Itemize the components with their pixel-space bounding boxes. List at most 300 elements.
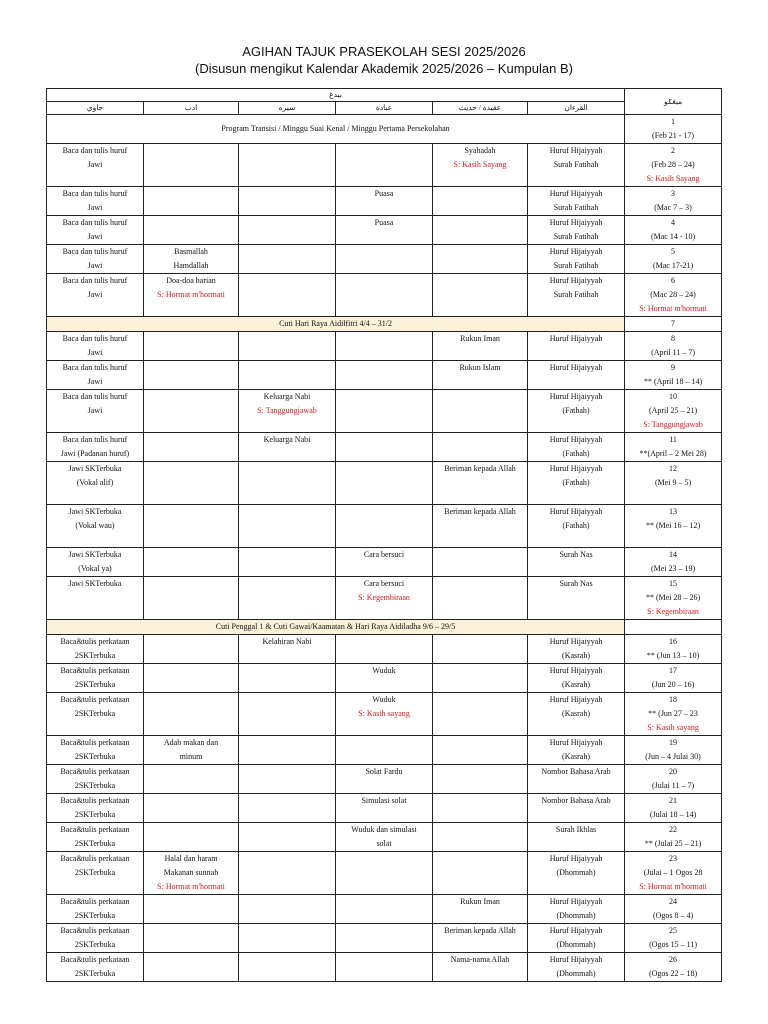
cell-adab [144, 823, 239, 852]
table-row [47, 823, 722, 852]
cell-sirah [239, 245, 336, 274]
cell-line: Huruf Hijaiyyah [549, 695, 603, 704]
cell-quran [528, 823, 625, 852]
cell-line: minum [179, 752, 203, 761]
cell-line: (Mei 23 – 19) [650, 564, 696, 573]
span-row [47, 620, 722, 635]
cell-jawi [47, 924, 144, 953]
cell-line: Halal dan haram [164, 854, 218, 863]
cell-line: ** (April 18 – 14) [643, 377, 703, 386]
cell-sirah [239, 852, 336, 895]
cell-adab [144, 390, 239, 433]
cell-line: (Feb 21 - 17) [652, 131, 695, 140]
cell-line: (Vokal ya) [78, 564, 112, 573]
cell-adab [144, 505, 239, 548]
cell-sirah [239, 361, 336, 390]
cell-line: (Mac 28 – 24) [650, 290, 696, 299]
cell-line: Baca&tulis perkataan [60, 825, 130, 834]
column-header: القرءان [528, 102, 625, 115]
cell-line: Baca dan tulis huruf [62, 189, 128, 198]
cell-sirah [239, 577, 336, 620]
cell-line: (Kasrah) [562, 680, 591, 689]
cell-adab [144, 765, 239, 794]
cell-line: Baca&tulis perkataan [60, 695, 130, 704]
cell-line: (Fathah) [562, 478, 590, 487]
table-row [47, 924, 722, 953]
cell-week [625, 953, 722, 982]
cell-ibadah [336, 953, 433, 982]
cell-sirah [239, 187, 336, 216]
cell-sirah [239, 693, 336, 736]
cell-quran [528, 462, 625, 505]
cell-line: 23 [669, 854, 678, 863]
cell-line: S: Hormat m'hormati [639, 882, 707, 891]
cell-akidah [433, 216, 528, 245]
cell-line: 2SKTerbuka [74, 810, 116, 819]
cell-akidah [433, 953, 528, 982]
cell-line: Solat Fardu [365, 767, 403, 776]
cell-line: S: Kasih sayang [358, 709, 410, 718]
cell-line: Huruf Hijaiyyah [549, 464, 603, 473]
table-row [47, 274, 722, 317]
column-header: جاوي [47, 102, 144, 115]
cell-quran [528, 433, 625, 462]
cell-line: Huruf Hijaiyyah [549, 507, 603, 516]
cell-line: Jawi SKTerbuka [68, 464, 122, 473]
cell-week [625, 693, 722, 736]
cell-line: (Ogos 22 – 18) [648, 969, 698, 978]
cell-line: Kelahiran Nabi [262, 637, 312, 646]
program-banner: Program Transisi / Minggu Suai Kenal / Minggu Pertama Persekolahan [47, 115, 625, 144]
cell-line: Huruf Hijaiyyah [549, 334, 603, 343]
cell-line: Hamdallah [173, 261, 209, 270]
cell-line: Jawi [87, 261, 103, 270]
cell-quran [528, 144, 625, 187]
cell-jawi [47, 823, 144, 852]
cell-week [625, 144, 722, 187]
cell-line: Surah Nas [559, 550, 593, 559]
cell-line: Jawi [87, 160, 103, 169]
cell-line: 11 [669, 435, 677, 444]
cell-week [625, 390, 722, 433]
cell-week [625, 433, 722, 462]
cell-line: Surah Fatihah [553, 203, 599, 212]
cell-line: 3 [671, 189, 676, 198]
cell-line: Huruf Hijaiyyah [549, 926, 603, 935]
cell-line: Jawi SKTerbuka [68, 507, 122, 516]
cell-line: Jawi [87, 232, 103, 241]
cell-adab [144, 548, 239, 577]
cell-week [625, 361, 722, 390]
table-row [47, 635, 722, 664]
cell-akidah [433, 765, 528, 794]
cell-week [625, 245, 722, 274]
cell-line: Keluarga Nabi [263, 435, 311, 444]
cell-line: Baca dan tulis huruf [62, 146, 128, 155]
cell-akidah [433, 245, 528, 274]
cell-line: Baca&tulis perkataan [60, 955, 130, 964]
cell-sirah [239, 635, 336, 664]
cell-jawi [47, 462, 144, 505]
column-header: سيره [239, 102, 336, 115]
cell-line: 15 [669, 579, 678, 588]
cell-line: Jawi [87, 377, 103, 386]
cell-sirah [239, 924, 336, 953]
cell-line: Baca&tulis perkataan [60, 767, 130, 776]
cell-week [625, 548, 722, 577]
cell-line: S: Hormat m'hormati [157, 882, 225, 891]
cell-akidah [433, 332, 528, 361]
cell-line: Surah Nas [559, 579, 593, 588]
cell-ibadah [336, 736, 433, 765]
cell-line: Wuduk dan simulasi [351, 825, 417, 834]
cell-sirah [239, 433, 336, 462]
cell-akidah [433, 548, 528, 577]
cell-line: Jawi (Padanan huruf) [60, 449, 130, 458]
cell-line: 21 [669, 796, 678, 805]
cell-line: (Mac 14 - 10) [650, 232, 696, 241]
cell-line: (Dhommah) [556, 969, 596, 978]
cell-line: (Fathah) [562, 521, 590, 530]
cell-akidah [433, 924, 528, 953]
cell-line: Wuduk [372, 666, 396, 675]
cell-week [625, 664, 722, 693]
cell-week [625, 794, 722, 823]
cell-line: Puasa [374, 218, 394, 227]
cell-line: Surah Fatihah [553, 290, 599, 299]
cell-line: 2SKTerbuka [74, 680, 116, 689]
cell-line: 7 [671, 319, 676, 328]
cell-ibadah [336, 505, 433, 548]
cell-week [625, 317, 722, 332]
cell-jawi [47, 505, 144, 548]
cell-akidah [433, 823, 528, 852]
cell-adab [144, 144, 239, 187]
table-row [47, 505, 722, 548]
cell-akidah [433, 664, 528, 693]
table-row [47, 361, 722, 390]
cell-ibadah [336, 852, 433, 895]
cell-line: 13 [669, 507, 678, 516]
week-header: ميڠݢو [625, 89, 722, 115]
cell-line: (April 25 – 21) [648, 406, 698, 415]
cell-sirah [239, 216, 336, 245]
cell-line: Syahadah [464, 146, 496, 155]
cell-akidah [433, 187, 528, 216]
cell-line: Huruf Hijaiyyah [549, 897, 603, 906]
cell-line: (Mac 7 – 3) [654, 203, 692, 212]
cell-quran [528, 332, 625, 361]
cell-sirah [239, 390, 336, 433]
cell-sirah [239, 332, 336, 361]
cell-line: 20 [669, 767, 678, 776]
cell-line: Makanan sunnah [163, 868, 219, 877]
cell-line: Basmallah [174, 247, 208, 256]
cell-line: S: Tanggungjawab [643, 420, 703, 429]
cell-adab [144, 433, 239, 462]
cell-jawi [47, 664, 144, 693]
cell-adab [144, 736, 239, 765]
cell-line: (Julai 11 – 7) [651, 781, 695, 790]
cell-jawi [47, 693, 144, 736]
cell-week [625, 620, 722, 635]
cell-jawi [47, 794, 144, 823]
cell-jawi [47, 361, 144, 390]
cell-line: Baca&tulis perkataan [60, 897, 130, 906]
cell-sirah [239, 765, 336, 794]
cell-line: (Feb 28 – 24) [651, 160, 695, 169]
cell-adab [144, 794, 239, 823]
cell-line: 1 [671, 117, 676, 126]
cell-line: Wuduk [372, 695, 396, 704]
table-row [47, 736, 722, 765]
cell-week [625, 577, 722, 620]
cell-line: 6 [671, 276, 676, 285]
column-header: ادب [144, 102, 239, 115]
cell-adab [144, 924, 239, 953]
cell-line: Baca&tulis perkataan [60, 666, 130, 675]
cell-line: Baca&tulis perkataan [60, 926, 130, 935]
cell-quran [528, 635, 625, 664]
cell-line: Huruf Hijaiyyah [549, 666, 603, 675]
cell-line: Nombor Bahasa Arab [541, 767, 611, 776]
page-subtitle: (Disusun mengikut Kalendar Akademik 2025/2026 – Kumpulan B) [195, 61, 573, 76]
cell-line: 19 [669, 738, 678, 747]
cell-sirah [239, 953, 336, 982]
cell-line: (Kasrah) [562, 752, 591, 761]
cell-quran [528, 765, 625, 794]
cell-quran [528, 274, 625, 317]
cell-line: ** (Jun 27 – 23 [648, 709, 698, 718]
cell-line: 8 [671, 334, 676, 343]
holiday-banner: Cuti Penggal 1 & Cuti Gawai/Kaamatan & Hari Raya Aidiladha 9/6 – 29/5 [47, 620, 625, 635]
cell-sirah [239, 505, 336, 548]
cell-line: 25 [669, 926, 678, 935]
cell-akidah [433, 577, 528, 620]
cell-akidah [433, 361, 528, 390]
cell-line: 10 [669, 392, 678, 401]
cell-quran [528, 577, 625, 620]
cell-line: Huruf Hijaiyyah [549, 435, 603, 444]
cell-line: Baca&tulis perkataan [60, 637, 130, 646]
cell-line: Baca dan tulis huruf [62, 334, 128, 343]
cell-ibadah [336, 187, 433, 216]
cell-line: Nombor Bahasa Arab [541, 796, 611, 805]
cell-adab [144, 635, 239, 664]
cell-line: (Julai – 1 Ogos 28 [643, 868, 703, 877]
cell-jawi [47, 577, 144, 620]
cell-week [625, 505, 722, 548]
cell-jawi [47, 765, 144, 794]
cell-adab [144, 332, 239, 361]
schedule-table [46, 88, 722, 982]
cell-line: 2SKTerbuka [74, 781, 116, 790]
cell-line: S: Kasih sayang [647, 723, 699, 732]
cell-line: Baca dan tulis huruf [62, 435, 128, 444]
cell-sirah [239, 664, 336, 693]
cell-line: 2SKTerbuka [74, 969, 116, 978]
cell-adab [144, 462, 239, 505]
cell-line: Surah Ikhlas [555, 825, 597, 834]
cell-line: 9 [671, 363, 676, 372]
cell-line: (Ogos 15 – 11) [649, 940, 697, 949]
cell-ibadah [336, 794, 433, 823]
cell-line: Rukun Iman [460, 334, 500, 343]
cell-adab [144, 852, 239, 895]
cell-ibadah [336, 765, 433, 794]
cell-akidah [433, 895, 528, 924]
table-row [47, 895, 722, 924]
cell-line: (Vokal alif) [76, 478, 114, 487]
cell-week [625, 924, 722, 953]
cell-akidah [433, 390, 528, 433]
cell-ibadah [336, 433, 433, 462]
cell-line: 2 [671, 146, 676, 155]
cell-line: S: Kegembiraan [647, 607, 699, 616]
cell-sirah [239, 895, 336, 924]
cell-line: ** (Julai 25 – 21) [644, 839, 702, 848]
cell-line: 4 [671, 218, 676, 227]
cell-line: (Jun – 4 Julai 30) [645, 752, 701, 761]
cell-quran [528, 736, 625, 765]
cell-week [625, 115, 722, 144]
cell-line: (April 11 – 7) [651, 348, 695, 357]
cell-quran [528, 852, 625, 895]
cell-line: Baca&tulis perkataan [60, 738, 130, 747]
column-header: عبادة [336, 102, 433, 115]
table-row [47, 144, 722, 187]
cell-line: S: Kegembiraan [358, 593, 410, 602]
cell-line: Baca dan tulis huruf [62, 363, 128, 372]
table-row [47, 693, 722, 736]
cell-quran [528, 216, 625, 245]
cell-quran [528, 187, 625, 216]
cell-jawi [47, 390, 144, 433]
cell-week [625, 332, 722, 361]
cell-line: Baca&tulis perkataan [60, 796, 130, 805]
cell-line: (Vokal wau) [75, 521, 115, 530]
cell-line: Jawi SKTerbuka [68, 550, 122, 559]
cell-sirah [239, 548, 336, 577]
cell-jawi [47, 332, 144, 361]
cell-line: (Mei 9 – 5) [654, 478, 692, 487]
span-row [47, 317, 722, 332]
cell-quran [528, 664, 625, 693]
cell-akidah [433, 794, 528, 823]
cell-sirah [239, 274, 336, 317]
cell-ibadah [336, 462, 433, 505]
cell-line: ** (Mei 28 – 26) [645, 593, 701, 602]
table-row [47, 390, 722, 433]
cell-week [625, 765, 722, 794]
cell-line: Doa-doa harian [166, 276, 216, 285]
cell-sirah [239, 462, 336, 505]
cell-line: Baca dan tulis huruf [62, 276, 128, 285]
cell-quran [528, 693, 625, 736]
table-row [47, 187, 722, 216]
cell-line: 2SKTerbuka [74, 868, 116, 877]
cell-line: (Kasrah) [562, 651, 591, 660]
cell-ibadah [336, 924, 433, 953]
cell-jawi [47, 852, 144, 895]
cell-ibadah [336, 144, 433, 187]
table-row [47, 953, 722, 982]
table-row [47, 765, 722, 794]
cell-ibadah [336, 216, 433, 245]
cell-jawi [47, 433, 144, 462]
cell-ibadah [336, 635, 433, 664]
table-row [47, 794, 722, 823]
cell-akidah [433, 144, 528, 187]
cell-ibadah [336, 577, 433, 620]
cell-line: Baca&tulis perkataan [60, 854, 130, 863]
table-row [47, 216, 722, 245]
page-title: AGIHAN TAJUK PRASEKOLAH SESI 2025/2026 [242, 44, 526, 59]
cell-line: 14 [669, 550, 678, 559]
cell-ibadah [336, 664, 433, 693]
cell-sirah [239, 144, 336, 187]
cell-quran [528, 548, 625, 577]
cell-line: Huruf Hijaiyyah [549, 247, 603, 256]
cell-line: 26 [669, 955, 678, 964]
cell-line: S: Tanggungjawab [257, 406, 317, 415]
cell-akidah [433, 736, 528, 765]
cell-quran [528, 895, 625, 924]
holiday-banner: Cuti Hari Raya Aidilfitri 4/4 – 31/2 [47, 317, 625, 332]
cell-line: (Jun 20 – 16) [651, 680, 695, 689]
cell-jawi [47, 216, 144, 245]
cell-akidah [433, 635, 528, 664]
cell-line: 16 [669, 637, 678, 646]
cell-line: 2SKTerbuka [74, 940, 116, 949]
cell-line: Huruf Hijaiyyah [549, 189, 603, 198]
cell-line: Surah Fatihah [553, 261, 599, 270]
cell-line: (Dhommah) [556, 940, 596, 949]
cell-line: Huruf Hijaiyyah [549, 146, 603, 155]
cell-jawi [47, 245, 144, 274]
cell-line: ** (Jun 13 – 10) [646, 651, 700, 660]
cell-week [625, 852, 722, 895]
cell-ibadah [336, 823, 433, 852]
cell-line: S: Kasih Sayang [646, 174, 700, 183]
cell-line: 5 [671, 247, 676, 256]
cell-line: 2SKTerbuka [74, 651, 116, 660]
cell-line: Adab makan dan [163, 738, 219, 747]
cell-line: Beriman kepada Allah [444, 926, 516, 935]
cell-line: 12 [669, 464, 678, 473]
cell-akidah [433, 274, 528, 317]
table-row [47, 548, 722, 577]
cell-jawi [47, 736, 144, 765]
cell-adab [144, 953, 239, 982]
cell-quran [528, 505, 625, 548]
cell-line: 24 [669, 897, 678, 906]
cell-akidah [433, 462, 528, 505]
cell-line: Rukun Iman [460, 897, 500, 906]
cell-line: 2SKTerbuka [74, 839, 116, 848]
cell-adab [144, 216, 239, 245]
cell-line: (Dhommah) [556, 911, 596, 920]
group-header: بيدغ [47, 89, 625, 102]
cell-adab [144, 577, 239, 620]
cell-sirah [239, 823, 336, 852]
cell-quran [528, 953, 625, 982]
cell-line: Jawi [87, 348, 103, 357]
cell-line: Huruf Hijaiyyah [549, 276, 603, 285]
cell-line: 17 [669, 666, 678, 675]
cell-line: 2SKTerbuka [74, 752, 116, 761]
cell-quran [528, 924, 625, 953]
